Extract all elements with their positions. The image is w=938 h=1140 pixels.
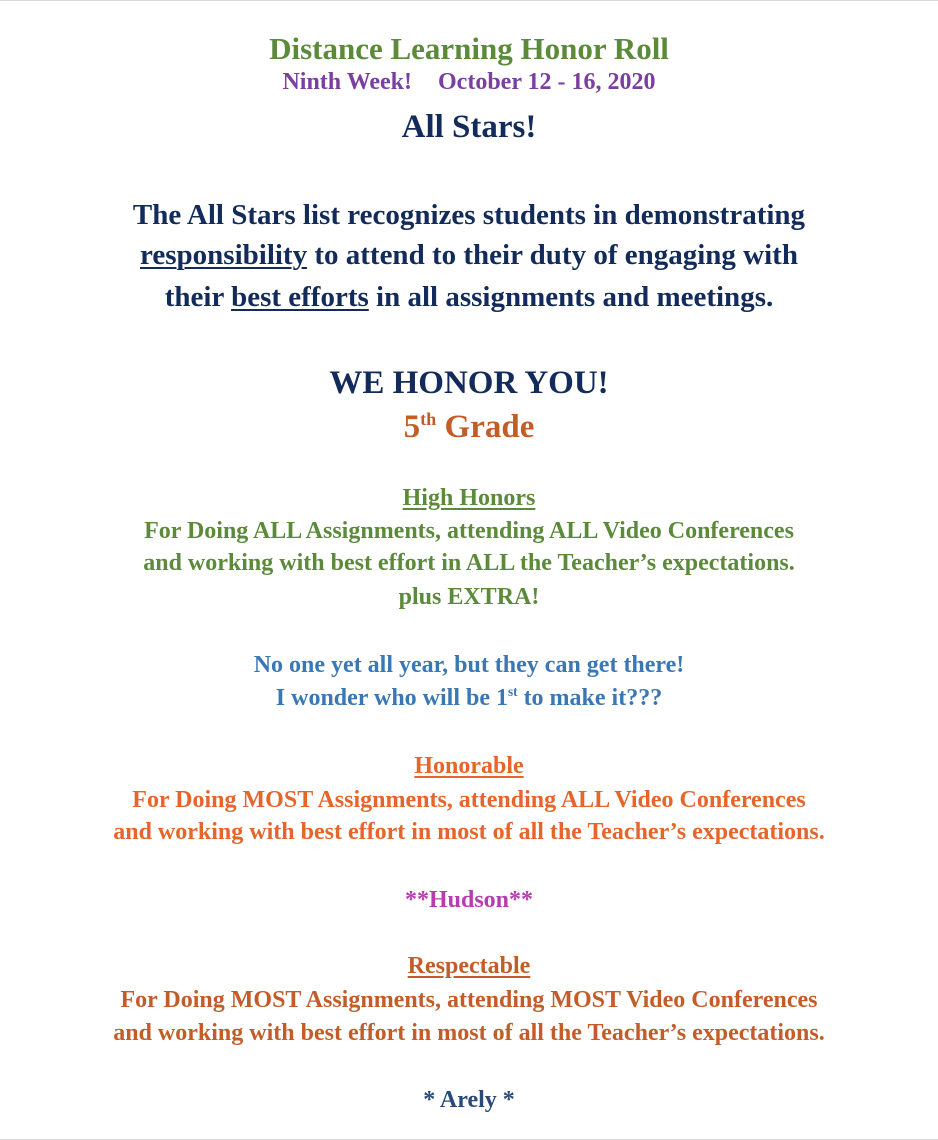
week-label: Ninth Week!: [282, 69, 413, 95]
intro-line-2-rest: to attend to their duty of engaging with: [307, 239, 798, 271]
high-honors-criteria-1: For Doing ALL Assignments, attending ALL Video Conferences: [144, 518, 794, 544]
grade-word: Grade: [436, 409, 535, 445]
responsibility-emphasis: responsibility: [140, 239, 308, 271]
respectable-heading: Respectable: [407, 953, 531, 979]
high-honors-heading: High Honors: [402, 485, 536, 511]
week-line: [0, 69, 938, 96]
we-honor-you-heading: WE HONOR YOU!: [329, 365, 609, 401]
intro-line-3: [0, 281, 938, 314]
honorable-criteria-2: and working with best effort in most of all the Teacher’s expectations.: [113, 819, 825, 845]
high-honors-extra: plus EXTRA!: [398, 584, 540, 610]
best-efforts-emphasis: best efforts: [231, 281, 369, 313]
all-stars-heading: All Stars!: [401, 109, 537, 145]
high-honors-note-1: No one yet all year, but they can get there!: [253, 652, 685, 678]
date-range: October 12 - 16, 2020: [438, 69, 656, 95]
intro-line-1: The All Stars list recognizes students in demonstrating: [132, 199, 806, 231]
intro-line-3-start: their: [164, 281, 232, 313]
page-title: Distance Learning Honor Roll: [269, 31, 669, 66]
honorable-criteria-1: For Doing MOST Assignments, attending ALL Video Conferences: [132, 787, 806, 813]
respectable-criteria-1: For Doing MOST Assignments, attending MOST Video Conferences: [120, 987, 818, 1013]
high-honors-note-2: I wonder who will be 1st to make it???: [275, 684, 663, 711]
respectable-criteria-2: and working with best effort in most of all the Teacher’s expectations.: [113, 1020, 825, 1046]
grade-heading: [0, 409, 938, 446]
intro-line-2: [0, 239, 938, 272]
grade-suffix: th: [420, 409, 437, 429]
high-honors-criteria-2: and working with best effort in ALL the Teacher’s expectations.: [143, 550, 795, 576]
honorable-heading: Honorable: [414, 753, 524, 779]
honorable-student-name: **Hudson**: [404, 887, 534, 913]
ordinal-suffix: st: [508, 684, 518, 699]
intro-line-3-rest: in all assignments and meetings.: [368, 281, 774, 313]
grade-number: 5: [403, 409, 421, 445]
respectable-student-name: * Arely *: [423, 1087, 515, 1113]
